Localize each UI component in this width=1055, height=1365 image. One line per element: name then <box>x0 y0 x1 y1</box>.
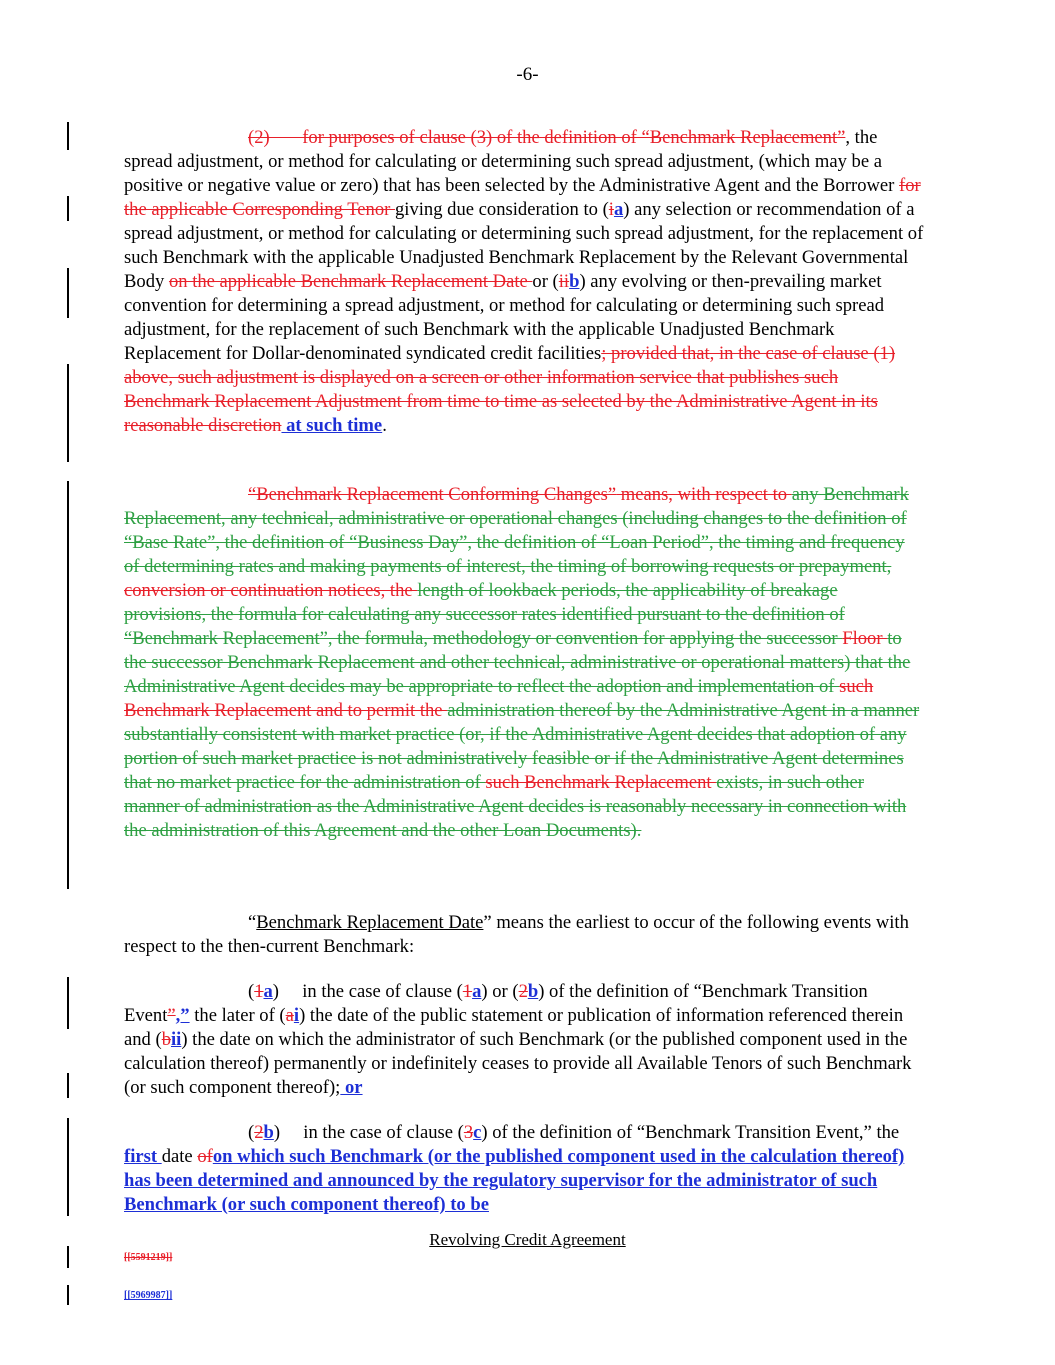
body-text: “ <box>248 912 257 933</box>
deleted-text: ii <box>558 271 570 292</box>
deleted-text: b <box>161 1029 171 1050</box>
body-text: ) any selection or recommendation of a spread adjustment, or method for calculating or determining such spread adjustment, for the replacement of such Benchmark with the applicable Unadjusted Benchmark Replacement by the Relevant Governmental Body <box>124 199 924 292</box>
inserted-text: ,” <box>175 1005 190 1026</box>
change-bar <box>67 268 69 318</box>
change-bar <box>67 481 69 889</box>
deleted-text: that, in the case of clause (1) above, such adjustment is displayed on a screen or other information service that publishes such Benchmark Replacement Adjustment from time to time as selected by the Administrative Agent in its reasonable discretion <box>124 343 896 436</box>
replacement-date-definition <box>124 911 924 959</box>
body-text: the later of ( <box>189 1005 286 1026</box>
deleted-text: Floor <box>842 628 888 649</box>
inserted-text: a <box>613 199 624 220</box>
body-text: , the spread adjustment, or method for calculating or determining such spread adjustment, (which may be a positive or negative value or zero) that has been selected by the Administrative Agent and the Borrower <box>124 127 900 196</box>
deleted-text: 2 <box>254 1122 264 1143</box>
body-text: ( <box>248 981 255 1002</box>
change-bar <box>67 196 69 221</box>
inserted-text: b <box>263 1122 274 1143</box>
inserted-text: first <box>124 1146 162 1167</box>
change-bar <box>67 1073 69 1098</box>
deleted-text: of <box>197 1146 213 1167</box>
inserted-text: or <box>340 1077 363 1098</box>
deleted-text: conversion or continuation notices, the <box>124 580 418 601</box>
spread-adjustment-clause <box>124 126 924 438</box>
inserted-text: b <box>569 271 580 292</box>
deleted-text: means, with respect to <box>616 484 792 505</box>
inserted-text: a <box>263 981 273 1002</box>
body-text: or ( <box>532 271 559 292</box>
body-text: ( <box>248 1122 255 1143</box>
deleted-text: such Benchmark Replacement <box>485 772 717 793</box>
body-text: ) in the case of clause ( <box>273 1122 464 1143</box>
body-text: ) of the definition of “Benchmark Transition Event,” the <box>481 1122 900 1143</box>
inserted-text: c <box>473 1122 482 1143</box>
moved-deleted-text: administration thereof by the Administrative Agent in a manner substantially consistent with market practice (or, if the Administrative Agent decides that adoption of any portion of such market practice is not administratively feasible or if the Administrative Agent determines that no market practice for the administration of <box>124 700 920 793</box>
deleted-text: for the applicable Corresponding Tenor <box>124 175 921 220</box>
body-text: ) or ( <box>481 981 519 1002</box>
deleted-text: a <box>285 1005 294 1026</box>
conforming-changes-definition <box>124 483 924 843</box>
page-number: -6- <box>516 64 539 85</box>
change-bar <box>67 1285 69 1305</box>
old-document-id: [[5591219]] <box>124 1252 173 1263</box>
deleted-text: i <box>608 199 614 220</box>
body-text: ” means the earliest to occur of the following events with respect to the then-current Benchmark: <box>124 912 909 957</box>
moved-deleted-text: length of lookback periods, the applicability of breakage provisions, the formula for calculating any successor rates identified pursuant to the definition of “Benchmark Replacement”, the formula, methodology or convention for applying the successor <box>124 580 845 649</box>
clause-a <box>124 980 924 1100</box>
deleted-defined-term: “Benchmark Replacement Conforming Changes” <box>248 484 617 505</box>
deleted-text: 3 <box>463 1122 474 1143</box>
body-text: ) of the definition of “Benchmark Transition Event <box>124 981 868 1026</box>
body-text: . <box>382 415 387 436</box>
inserted-text: i <box>293 1005 300 1026</box>
inserted-text: at such time <box>281 415 383 436</box>
inserted-text: ii <box>170 1029 182 1050</box>
deleted-text: 2 <box>518 981 528 1002</box>
body-text: ) in the case of clause ( <box>272 981 463 1002</box>
deleted-text: (2) for purposes of clause (3) of the definition of “Benchmark Replacement” <box>248 127 846 148</box>
footer-title: Revolving Credit Agreement <box>429 1230 626 1249</box>
body-text: ) the date on which the administrator of such Benchmark (or the published component used in the calculation thereof) permanently or indefinitely ceases to provide all Available Tenors of such Benchmark (or such component thereof); <box>124 1029 912 1098</box>
deleted-text: provided <box>611 343 678 364</box>
clause-b <box>124 1121 924 1217</box>
change-bar <box>67 1118 69 1216</box>
moved-deleted-text: to the successor Benchmark Replacement and other technical, administrative or operational matters) that the Administrative Agent decides may be appropriate to reflect the adoption and implementation of <box>124 628 911 697</box>
moved-deleted-text: exists, in such other manner of administration as the Administrative Agent decides is reasonably necessary in connection with the administration of this Agreement and the other Loan Documents). <box>124 772 907 841</box>
deleted-text: ; <box>601 343 612 364</box>
change-bar <box>67 977 69 1029</box>
body-text: giving due consideration to ( <box>395 199 609 220</box>
inserted-text: a <box>472 981 482 1002</box>
inserted-text: b <box>527 981 539 1002</box>
change-bar <box>67 364 69 462</box>
new-document-id: [[5969987]] <box>124 1290 173 1301</box>
body-text: ) any evolving or then-prevailing market convention for determining a spread adjustment, or method for calculating or determining such spread adjustment, for the replacement of such Benchmark with the applicable Unadjusted Benchmark Replacement for Dollar-denominated syndicated credit facilities <box>124 271 885 364</box>
deleted-text: ” <box>167 1005 176 1026</box>
defined-term: Benchmark Replacement Date <box>256 912 484 933</box>
deleted-text: on the applicable Benchmark Replacement Date <box>168 271 533 292</box>
deleted-text: such Benchmark Replacement and to permit the <box>124 676 874 721</box>
body-text: ) the date of the public statement or publication of information referenced therein and ( <box>124 1005 904 1050</box>
body-text: date <box>161 1146 198 1167</box>
deleted-text: 1 <box>254 981 264 1002</box>
deleted-text: 1 <box>462 981 473 1002</box>
change-bar <box>67 122 69 150</box>
moved-deleted-text: any Benchmark Replacement, any technical, administrative or operational changes (including changes to the definition of “Base Rate”, the definition of “Business Day”, the definition of “Loan Period”, the timing and frequency of determining rates and making payments of interest, the timing of borrowing requests or prepayment, <box>124 484 909 577</box>
inserted-text: on which such Benchmark (or the published component used in the calculation thereof) has been determined and announced by the regulatory supervisor for the administrator of such Benchmark (or such component thereof) to be <box>124 1146 905 1215</box>
